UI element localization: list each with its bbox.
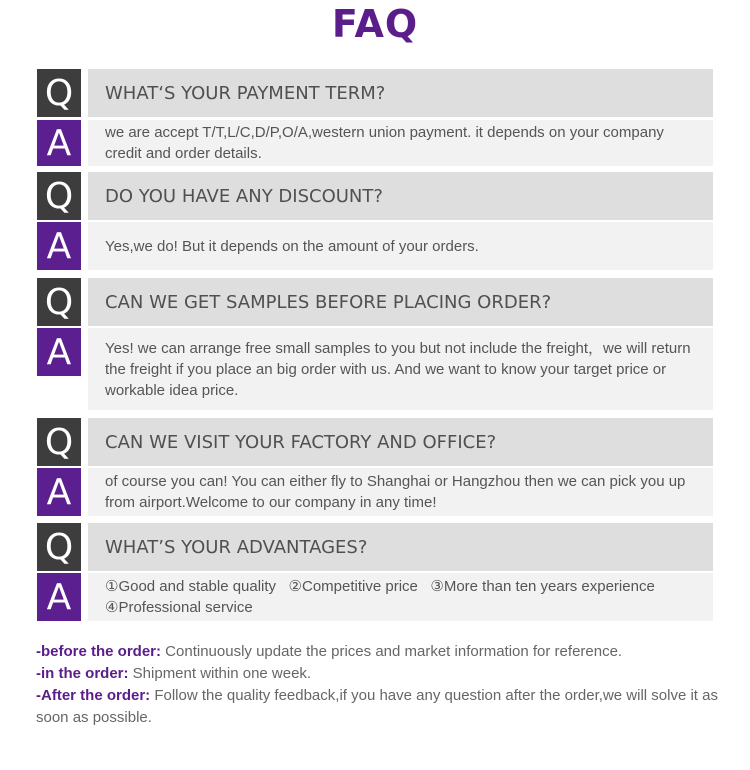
answer-badge: A (37, 573, 81, 621)
faq-answer: Yes,we do! But it depends on the amount of your orders. (88, 222, 713, 270)
note-text: Shipment within one week. (128, 665, 312, 682)
note-after-order (36, 685, 726, 729)
answer-badge: A (37, 468, 81, 516)
faq-answer: Yes! we can arrange free small samples to you but not include the freight，we will return the freight if you place an big order with us. And we want to know your target price or workable idea price. (88, 328, 713, 410)
order-notes (36, 641, 726, 729)
faq-question: WHAT‘S YOUR PAYMENT TERM? (88, 69, 713, 117)
note-in-order (36, 663, 726, 685)
question-badge: Q (37, 172, 81, 220)
faq-answer: of course you can! You can either fly to Shanghai or Hangzhou then we can pick you up from airport.Welcome to our company in any time! (88, 468, 713, 516)
faq-answer: ①Good and stable quality ②Competitive price ③More than ten years experience ④Professional service (88, 573, 713, 621)
faq-question: CAN WE GET SAMPLES BEFORE PLACING ORDER? (88, 278, 713, 326)
note-text: Continuously update the prices and market information for reference. (161, 643, 623, 660)
page-title: FAQ (331, 2, 419, 46)
faq-question: CAN WE VISIT YOUR FACTORY AND OFFICE? (88, 418, 713, 466)
faq-question: DO YOU HAVE ANY DISCOUNT? (88, 172, 713, 220)
question-badge: Q (37, 418, 81, 466)
note-label: -in the order: (36, 665, 129, 682)
question-badge: Q (37, 278, 81, 326)
note-label: -before the order: (36, 643, 162, 660)
question-badge: Q (37, 69, 81, 117)
faq-answer: we are accept T/T,L/C,D/P,O/A,western union payment. it depends on your company credit and order details. (88, 120, 713, 166)
question-badge: Q (37, 523, 81, 571)
answer-badge: A (37, 328, 81, 376)
answer-badge: A (37, 222, 81, 270)
note-label: -After the order: (36, 687, 151, 704)
note-before-order (36, 641, 726, 663)
answer-badge: A (37, 120, 81, 166)
faq-question: WHAT’S YOUR ADVANTAGES? (88, 523, 713, 571)
note-text: Follow the quality feedback,if you have any question after the order,we will solve it as soon as possible. (36, 687, 718, 726)
